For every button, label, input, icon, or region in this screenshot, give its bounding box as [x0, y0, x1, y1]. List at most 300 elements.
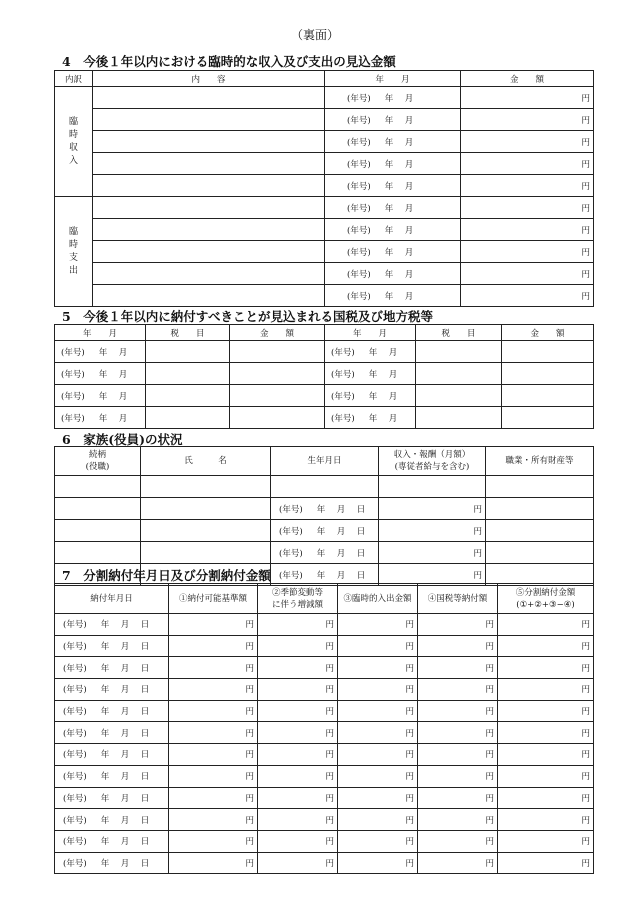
year-month-cell[interactable] [325, 131, 461, 153]
year-month-cell[interactable] [55, 407, 146, 429]
year-label: 年 [100, 685, 110, 696]
year-label: 年 [384, 291, 394, 302]
installment-row [55, 700, 594, 722]
section7-header-cell: ②季節変動等 に伴う増減額 [258, 584, 338, 614]
payment-date-cell[interactable] [55, 787, 169, 809]
era-label: (年号) [347, 159, 371, 170]
month-label: 月 [404, 247, 414, 258]
year-month-cell[interactable] [325, 263, 461, 285]
content-cell[interactable] [93, 109, 325, 131]
section5-header-cell: 金 額 [502, 325, 594, 341]
section6-header-cell: 職業・所有財産等 [486, 447, 594, 476]
year-label: 年 [100, 750, 110, 761]
section6-header-cell: 氏 名 [141, 447, 271, 476]
payment-date-cell[interactable] [55, 722, 169, 744]
installment-amount-cell[interactable] [338, 657, 418, 679]
year-label: 年 [384, 159, 394, 170]
year-month-cell[interactable] [325, 241, 461, 263]
birthdate-cell[interactable] [271, 542, 379, 564]
year-label: 年 [384, 247, 394, 258]
era-label: (年号) [347, 203, 371, 214]
yen-unit: 円 [581, 291, 590, 302]
section7-header-cell: ①納付可能基準額 [169, 584, 258, 614]
month-label: 月 [388, 369, 398, 380]
content-cell[interactable] [93, 131, 325, 153]
era-label: (年号) [347, 115, 371, 126]
era-label: (年号) [331, 413, 355, 424]
payment-date-cell[interactable] [55, 614, 169, 636]
year-label: 年 [384, 269, 394, 280]
yen-unit: 円 [581, 837, 590, 848]
amount-cell[interactable] [461, 263, 594, 285]
installment-amount-cell[interactable] [338, 787, 418, 809]
yen-unit: 円 [581, 772, 590, 783]
yen-unit: 円 [405, 642, 414, 653]
section4-row [55, 241, 594, 263]
payment-date-cell[interactable] [55, 700, 169, 722]
yen-unit: 円 [325, 620, 334, 631]
era-label: (年号) [279, 526, 303, 537]
name-cell[interactable] [141, 520, 271, 542]
installment-amount-cell[interactable] [258, 765, 338, 787]
yen-unit: 円 [325, 793, 334, 804]
section6-header-cell: 続柄 (役職) [55, 447, 141, 476]
installment-amount-cell[interactable] [169, 744, 258, 766]
yen-unit: 円 [485, 750, 494, 761]
occupation-cell[interactable] [486, 476, 594, 498]
month-label: 月 [336, 570, 346, 581]
installment-amount-cell[interactable] [169, 787, 258, 809]
installment-amount-cell[interactable] [338, 635, 418, 657]
month-label: 月 [120, 837, 130, 848]
installment-amount-cell[interactable] [169, 614, 258, 636]
amount-cell[interactable] [230, 341, 325, 363]
tax-item-cell[interactable] [416, 407, 502, 429]
section6-header-cell: 収入・報酬（月額） (専従者給与を含む) [379, 447, 486, 476]
day-label: 日 [140, 750, 150, 761]
installment-amount-cell[interactable] [338, 722, 418, 744]
year-label: 年 [384, 181, 394, 192]
year-month-cell[interactable] [325, 87, 461, 109]
yen-unit: 円 [325, 772, 334, 783]
tax-item-cell[interactable] [416, 385, 502, 407]
payment-date-cell[interactable] [55, 852, 169, 874]
payment-date-cell[interactable] [55, 635, 169, 657]
installment-amount-cell[interactable] [498, 744, 594, 766]
yen-unit: 円 [405, 620, 414, 631]
era-label: (年号) [347, 181, 371, 192]
installment-amount-cell[interactable] [338, 679, 418, 701]
relationship-cell[interactable] [55, 542, 141, 564]
section5-header-cell: 税 目 [146, 325, 230, 341]
era-label: (年号) [63, 620, 87, 631]
era-label: (年号) [347, 247, 371, 258]
era-label: (年号) [63, 815, 87, 826]
installment-amount-cell[interactable] [169, 657, 258, 679]
birthdate-cell[interactable] [271, 498, 379, 520]
content-cell[interactable] [93, 285, 325, 307]
family-row [55, 520, 594, 542]
section5-title: 5 今後１年以内に納付すべきことが見込まれる国税及び地方税等 [62, 309, 433, 324]
yen-unit: 円 [405, 858, 414, 869]
installment-amount-cell[interactable] [338, 830, 418, 852]
payment-date-cell[interactable] [55, 765, 169, 787]
payment-date-cell[interactable] [55, 744, 169, 766]
month-label: 月 [404, 269, 414, 280]
installment-amount-cell[interactable] [258, 700, 338, 722]
yen-unit: 円 [245, 815, 254, 826]
installment-amount-cell[interactable] [169, 722, 258, 744]
section5-row [55, 385, 594, 407]
installment-amount-cell[interactable] [169, 700, 258, 722]
installment-row [55, 787, 594, 809]
era-label: (年号) [63, 750, 87, 761]
installment-amount-cell[interactable] [498, 830, 594, 852]
section4-header-cell: 年 月 [325, 71, 461, 87]
tax-item-cell[interactable] [146, 407, 230, 429]
income-cell[interactable] [379, 542, 486, 564]
month-label: 月 [404, 159, 414, 170]
occupation-cell[interactable] [486, 498, 594, 520]
payment-date-cell[interactable] [55, 657, 169, 679]
installment-amount-cell[interactable] [169, 679, 258, 701]
tax-item-cell[interactable] [146, 341, 230, 363]
installment-amount-cell[interactable] [498, 657, 594, 679]
payment-date-cell[interactable] [55, 679, 169, 701]
month-label: 月 [404, 93, 414, 104]
installment-amount-cell[interactable] [258, 830, 338, 852]
day-label: 日 [140, 663, 150, 674]
income-cell[interactable] [379, 498, 486, 520]
year-label: 年 [100, 707, 110, 718]
day-label: 日 [140, 793, 150, 804]
section4-row [55, 109, 594, 131]
year-month-cell[interactable] [325, 285, 461, 307]
installment-row [55, 614, 594, 636]
yen-unit: 円 [405, 772, 414, 783]
era-label: (年号) [279, 570, 303, 581]
installment-amount-cell[interactable] [418, 700, 498, 722]
installment-amount-cell[interactable] [169, 635, 258, 657]
year-month-cell[interactable] [325, 109, 461, 131]
yen-unit: 円 [485, 685, 494, 696]
installment-amount-cell[interactable] [169, 852, 258, 874]
installment-row [55, 809, 594, 831]
year-month-cell[interactable] [325, 341, 416, 363]
section4-row [55, 175, 594, 197]
era-label: (年号) [61, 369, 85, 380]
yen-unit: 円 [581, 93, 590, 104]
installment-amount-cell[interactable] [258, 852, 338, 874]
amount-cell[interactable] [230, 363, 325, 385]
installment-amount-cell[interactable] [498, 787, 594, 809]
birthdate-cell[interactable] [271, 520, 379, 542]
installment-amount-cell[interactable] [418, 809, 498, 831]
era-label: (年号) [63, 728, 87, 739]
year-month-cell[interactable] [325, 175, 461, 197]
yen-unit: 円 [245, 837, 254, 848]
content-cell[interactable] [93, 197, 325, 219]
yen-unit: 円 [485, 620, 494, 631]
payment-date-cell[interactable] [55, 809, 169, 831]
section5-row [55, 363, 594, 385]
installment-amount-cell[interactable] [169, 809, 258, 831]
yen-unit: 円 [245, 793, 254, 804]
year-month-cell[interactable] [325, 385, 416, 407]
year-label: 年 [368, 391, 378, 402]
income-cell[interactable] [379, 476, 486, 498]
installment-amount-cell[interactable] [418, 614, 498, 636]
section7-table [54, 583, 594, 874]
installment-amount-cell[interactable] [418, 657, 498, 679]
amount-cell[interactable] [461, 219, 594, 241]
installment-amount-cell[interactable] [498, 700, 594, 722]
amount-cell[interactable] [461, 131, 594, 153]
year-label: 年 [368, 369, 378, 380]
month-label: 月 [118, 413, 128, 424]
yen-unit: 円 [581, 269, 590, 280]
installment-amount-cell[interactable] [418, 679, 498, 701]
relationship-cell[interactable] [55, 498, 141, 520]
installment-amount-cell[interactable] [258, 657, 338, 679]
expense-group-label: 臨 時 支 出 [55, 197, 93, 307]
installment-amount-cell[interactable] [338, 700, 418, 722]
yen-unit: 円 [581, 137, 590, 148]
year-label: 年 [368, 347, 378, 358]
installment-amount-cell[interactable] [498, 765, 594, 787]
yen-unit: 円 [485, 858, 494, 869]
year-label: 年 [316, 526, 326, 537]
family-row [55, 542, 594, 564]
month-label: 月 [388, 347, 398, 358]
era-label: (年号) [347, 93, 371, 104]
relationship-cell[interactable] [55, 476, 141, 498]
yen-unit: 円 [581, 247, 590, 258]
tax-item-cell[interactable] [146, 363, 230, 385]
yen-unit: 円 [581, 159, 590, 170]
amount-cell[interactable] [230, 407, 325, 429]
month-label: 月 [120, 685, 130, 696]
installment-amount-cell[interactable] [338, 744, 418, 766]
month-label: 月 [404, 181, 414, 192]
birthdate-cell[interactable] [271, 476, 379, 498]
installment-amount-cell[interactable] [258, 744, 338, 766]
amount-cell[interactable] [461, 153, 594, 175]
year-month-cell[interactable] [325, 363, 416, 385]
month-label: 月 [404, 115, 414, 126]
installment-amount-cell[interactable] [498, 679, 594, 701]
tax-item-cell[interactable] [416, 363, 502, 385]
era-label: (年号) [61, 347, 85, 358]
payment-date-cell[interactable] [55, 830, 169, 852]
year-month-cell[interactable] [325, 197, 461, 219]
content-cell[interactable] [93, 175, 325, 197]
year-label: 年 [384, 203, 394, 214]
name-cell[interactable] [141, 498, 271, 520]
occupation-cell[interactable] [486, 542, 594, 564]
month-label: 月 [336, 526, 346, 537]
installment-amount-cell[interactable] [169, 765, 258, 787]
yen-unit: 円 [405, 793, 414, 804]
day-label: 日 [140, 685, 150, 696]
era-label: (年号) [347, 225, 371, 236]
occupation-cell[interactable] [486, 520, 594, 542]
installment-amount-cell[interactable] [258, 787, 338, 809]
year-label: 年 [98, 413, 108, 424]
year-label: 年 [98, 369, 108, 380]
yen-unit: 円 [473, 526, 482, 537]
installment-row [55, 852, 594, 874]
yen-unit: 円 [485, 728, 494, 739]
yen-unit: 円 [485, 815, 494, 826]
amount-cell[interactable] [461, 87, 594, 109]
yen-unit: 円 [325, 858, 334, 869]
year-label: 年 [316, 570, 326, 581]
content-cell[interactable] [93, 263, 325, 285]
era-label: (年号) [331, 391, 355, 402]
yen-unit: 円 [325, 642, 334, 653]
year-month-cell[interactable] [55, 341, 146, 363]
month-label: 月 [388, 413, 398, 424]
installment-amount-cell[interactable] [418, 830, 498, 852]
section4-row [55, 285, 594, 307]
tax-item-cell[interactable] [416, 341, 502, 363]
installment-amount-cell[interactable] [418, 787, 498, 809]
era-label: (年号) [63, 837, 87, 848]
installment-row [55, 744, 594, 766]
installment-amount-cell[interactable] [498, 852, 594, 874]
name-cell[interactable] [141, 542, 271, 564]
yen-unit: 円 [245, 642, 254, 653]
yen-unit: 円 [581, 642, 590, 653]
relationship-cell[interactable] [55, 520, 141, 542]
installment-amount-cell[interactable] [498, 722, 594, 744]
tax-item-cell[interactable] [146, 385, 230, 407]
content-cell[interactable] [93, 219, 325, 241]
amount-cell[interactable] [461, 285, 594, 307]
amount-cell[interactable] [461, 175, 594, 197]
amount-cell[interactable] [502, 341, 594, 363]
era-label: (年号) [63, 858, 87, 869]
yen-unit: 円 [405, 815, 414, 826]
content-cell[interactable] [93, 241, 325, 263]
installment-amount-cell[interactable] [498, 809, 594, 831]
installment-amount-cell[interactable] [338, 765, 418, 787]
era-label: (年号) [63, 793, 87, 804]
section4-table [54, 70, 594, 307]
month-label: 月 [120, 663, 130, 674]
installment-amount-cell[interactable] [418, 852, 498, 874]
yen-unit: 円 [581, 203, 590, 214]
year-label: 年 [100, 858, 110, 869]
yen-unit: 円 [581, 793, 590, 804]
content-cell[interactable] [93, 153, 325, 175]
yen-unit: 円 [405, 663, 414, 674]
installment-amount-cell[interactable] [338, 852, 418, 874]
family-row [55, 476, 594, 498]
era-label: (年号) [61, 391, 85, 402]
yen-unit: 円 [473, 548, 482, 559]
section4-row [55, 197, 594, 219]
installment-amount-cell[interactable] [258, 809, 338, 831]
yen-unit: 円 [581, 115, 590, 126]
yen-unit: 円 [325, 685, 334, 696]
year-label: 年 [100, 793, 110, 804]
year-month-cell[interactable] [325, 407, 416, 429]
section4-header-cell: 内 容 [93, 71, 325, 87]
name-cell[interactable] [141, 476, 271, 498]
section7-title: 7 分割納付年月日及び分割納付金額 [62, 568, 271, 583]
month-label: 月 [336, 548, 346, 559]
income-cell[interactable] [379, 520, 486, 542]
month-label: 月 [120, 707, 130, 718]
year-label: 年 [98, 391, 108, 402]
month-label: 月 [120, 793, 130, 804]
month-label: 月 [120, 728, 130, 739]
amount-cell[interactable] [230, 385, 325, 407]
yen-unit: 円 [485, 663, 494, 674]
era-label: (年号) [331, 347, 355, 358]
section6-table [54, 446, 594, 586]
section4-row [55, 131, 594, 153]
installment-amount-cell[interactable] [418, 722, 498, 744]
yen-unit: 円 [325, 837, 334, 848]
amount-cell[interactable] [502, 363, 594, 385]
installment-amount-cell[interactable] [338, 809, 418, 831]
yen-unit: 円 [245, 858, 254, 869]
amount-cell[interactable] [502, 407, 594, 429]
month-label: 月 [120, 772, 130, 783]
year-month-cell[interactable] [55, 363, 146, 385]
year-month-cell[interactable] [55, 385, 146, 407]
year-label: 年 [316, 548, 326, 559]
installment-amount-cell[interactable] [418, 744, 498, 766]
day-label: 日 [140, 815, 150, 826]
content-cell[interactable] [93, 87, 325, 109]
era-label: (年号) [347, 137, 371, 148]
installment-amount-cell[interactable] [418, 635, 498, 657]
section6-header-row [55, 447, 594, 476]
amount-cell[interactable] [461, 109, 594, 131]
installment-amount-cell[interactable] [498, 614, 594, 636]
era-label: (年号) [63, 772, 87, 783]
section4-header-row [55, 71, 594, 87]
year-label: 年 [368, 413, 378, 424]
installment-amount-cell[interactable] [258, 679, 338, 701]
installment-amount-cell[interactable] [258, 722, 338, 744]
yen-unit: 円 [581, 181, 590, 192]
installment-amount-cell[interactable] [498, 635, 594, 657]
amount-cell[interactable] [461, 197, 594, 219]
installment-amount-cell[interactable] [258, 635, 338, 657]
section5-row [55, 341, 594, 363]
section4-row [55, 219, 594, 241]
section7-header-cell: ③臨時的入出金額 [338, 584, 418, 614]
installment-amount-cell[interactable] [169, 830, 258, 852]
installment-amount-cell[interactable] [338, 614, 418, 636]
month-label: 月 [118, 391, 128, 402]
amount-cell[interactable] [461, 241, 594, 263]
installment-amount-cell[interactable] [258, 614, 338, 636]
amount-cell[interactable] [502, 385, 594, 407]
year-month-cell[interactable] [325, 219, 461, 241]
year-month-cell[interactable] [325, 153, 461, 175]
installment-amount-cell[interactable] [418, 765, 498, 787]
month-label: 月 [120, 620, 130, 631]
yen-unit: 円 [581, 750, 590, 761]
section5-header-cell: 年 月 [55, 325, 146, 341]
section7-header-cell: ⑤分割納付金額 (①+②+③−④) [498, 584, 594, 614]
